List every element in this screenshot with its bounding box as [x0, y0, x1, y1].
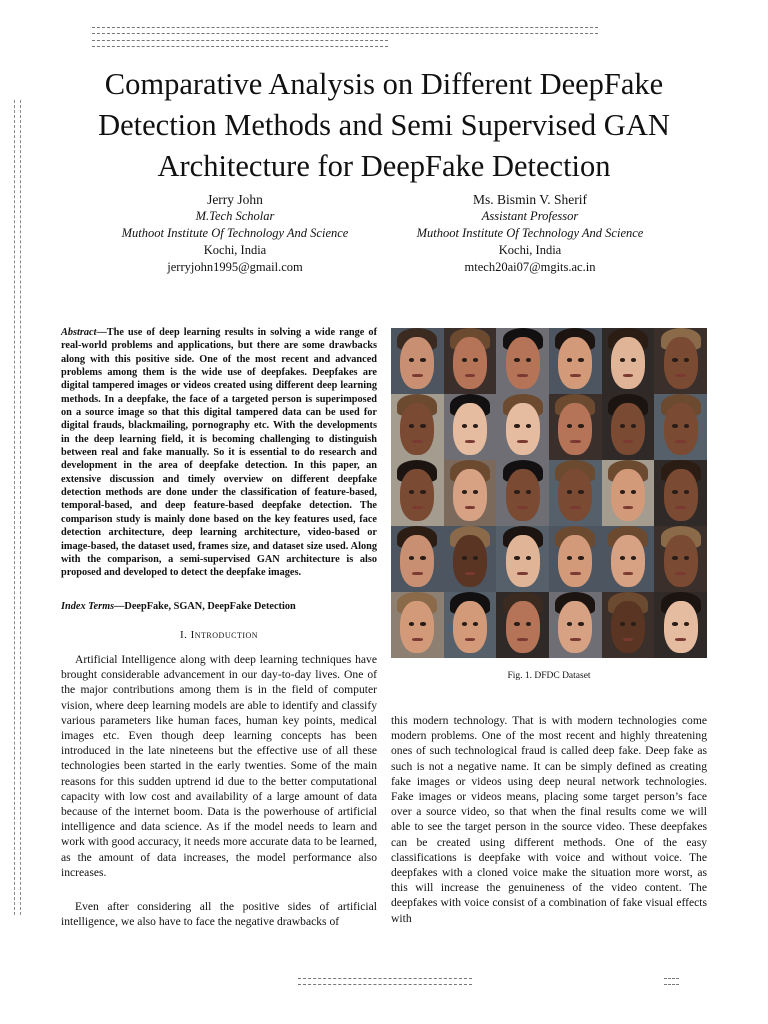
- author-block-2: [380, 191, 680, 276]
- intro-paragraph-1: Artificial Intelligence along with deep learning techniques have brought considerable advancement in our day-to-day lives. One of the major contributions among them is in the field of computer vision, where deep learning models are able to identify and classify various parameters like human faces, human key points, medical images etc. Even though deep learning concepts has been introduced in the late nineteens but the effective use of all these technologies been started in the early twenties. Some of the main reasons for this sudden uptrend id due to the better computational capacity with low cost and availability of a large amount of data because of the internet boom. Data is the powerhouse of artificial intelligence and data science. As if the model needs to learn and work with good accuracy, it needs more accurate data to be learned, as the amount of data increases, the model performance also increases.: [61, 653, 377, 879]
- face-photo-tile: [444, 526, 497, 592]
- face-photo-tile: [444, 328, 497, 394]
- face-photo-tile: [391, 526, 444, 592]
- author-location: Kochi, India: [498, 243, 562, 257]
- figure-caption: Fig. 1. DFDC Dataset: [507, 671, 591, 681]
- dfdc-face-grid-figure: [391, 328, 707, 658]
- face-photo-tile: [496, 328, 549, 394]
- face-photo-tile: [602, 526, 655, 592]
- abstract-label: Abstract: [61, 327, 97, 338]
- face-photo-tile: [654, 328, 707, 394]
- author-email: jerryjohn1995@gmail.com: [167, 260, 303, 274]
- face-photo-tile: [444, 460, 497, 526]
- face-photo-tile: [444, 394, 497, 460]
- author-name: Jerry John: [207, 192, 263, 207]
- face-photo-tile: [496, 526, 549, 592]
- face-photo-tile: [549, 592, 602, 658]
- author-email: mtech20ai07@mgits.ac.in: [464, 260, 596, 274]
- face-photo-tile: [602, 394, 655, 460]
- face-photo-tile: [602, 460, 655, 526]
- face-photo-tile: [549, 460, 602, 526]
- face-photo-tile: [602, 328, 655, 394]
- face-photo-tile: [549, 394, 602, 460]
- footer-stamp-right: [664, 978, 679, 985]
- author-role: Assistant Professor: [481, 209, 579, 223]
- abstract-text: —The use of deep learning results in solving a wide range of real-world problems and applications, but there are some drawbacks along with this positive side. One of the most recent and advanced problems among them is the wide use of deepfakes. Deepfakes are digital tampered images or videos created using different deep learning methods. In a deepfake, the face of a targeted person is superimposed on a source image so that this digital tampered data can be used for digital frauds, blackmailing, pornography etc. With the developments in the deep learning field, it is becoming challenging to distinguish between real and fake manually. So it is essential to do research and development in the area of deepfake detection. In this paper, an extensive discussion and timely overview on different deepfake detection methods are done under the classification of feature-based, temporal-based, and deep feature-based deepfake detection. The comparison study is mainly done based on the key features used, face detection architecture, deep learning architecture, video-based or image-based, the dataset used, frames size, and dataset size used. Along with the comparison, a semi-supervised GAN architecture is also proposed and developed to detect the deepfake images.: [61, 327, 377, 579]
- author-role: M.Tech Scholar: [195, 209, 275, 223]
- title-line: Detection Methods and Semi Supervised GAN: [98, 108, 670, 142]
- face-photo-tile: [654, 394, 707, 460]
- index-terms-label: Index Terms: [61, 601, 115, 612]
- section-number: I.: [179, 629, 188, 641]
- index-terms: [61, 600, 377, 613]
- face-photo-tile: [496, 460, 549, 526]
- face-photo-tile: [654, 592, 707, 658]
- face-photo-tile: [444, 592, 497, 658]
- author-affiliation: Muthoot Institute Of Technology And Science: [121, 226, 349, 240]
- face-photo-tile: [602, 592, 655, 658]
- header-stamp-line-2: [92, 40, 388, 47]
- side-margin-stamp: [14, 100, 21, 915]
- author-affiliation: Muthoot Institute Of Technology And Science: [416, 226, 644, 240]
- author-block-1: [85, 191, 385, 276]
- face-photo-tile: [391, 592, 444, 658]
- section-title: Introduction: [190, 629, 259, 641]
- footer-stamp-left: [298, 978, 472, 985]
- author-location: Kochi, India: [203, 243, 267, 257]
- abstract: [61, 326, 377, 580]
- face-photo-tile: [391, 328, 444, 394]
- index-terms-text: —DeepFake, SGAN, DeepFake Detection: [114, 601, 296, 612]
- face-photo-tile: [654, 460, 707, 526]
- title-line: Comparative Analysis on Different DeepFake: [104, 67, 664, 101]
- face-photo-tile: [391, 394, 444, 460]
- intro-paragraph-2: Even after considering all the positive sides of artificial intelligence, we also have to face the negative drawbacks of: [61, 900, 377, 929]
- face-photo-tile: [496, 592, 549, 658]
- paper-title: [60, 64, 708, 187]
- face-photo-tile: [549, 526, 602, 592]
- face-photo-tile: [549, 328, 602, 394]
- author-name: Ms. Bismin V. Sherif: [473, 192, 587, 207]
- title-line: Architecture for DeepFake Detection: [157, 149, 611, 183]
- header-stamp-line-1: [92, 27, 598, 34]
- right-column-paragraph: this modern technology. That is with modern technologies come modern problems. One of the most recent and highly threatening ones of such technological fraud is called deep fake. Deep fake as such is not a negative name. It can be simply defined as creating fake images or videos using deep neural network technologies. Fake images or videos means, placing some target person’s face over a source video, so that when the final results come we will able to see the target person in the source video. These deepfakes can be created using different methods. One of the easy classifications is deepfake with voice and without voice. The deepfakes with a cloned voice make the situation more worst, as this will increase the genuineness of the video content. The deepfakes with voice consist of a combination of fake visual effects with: [391, 714, 707, 925]
- face-photo-tile: [391, 460, 444, 526]
- face-photo-tile: [654, 526, 707, 592]
- section-heading: [61, 629, 377, 641]
- face-photo-tile: [496, 394, 549, 460]
